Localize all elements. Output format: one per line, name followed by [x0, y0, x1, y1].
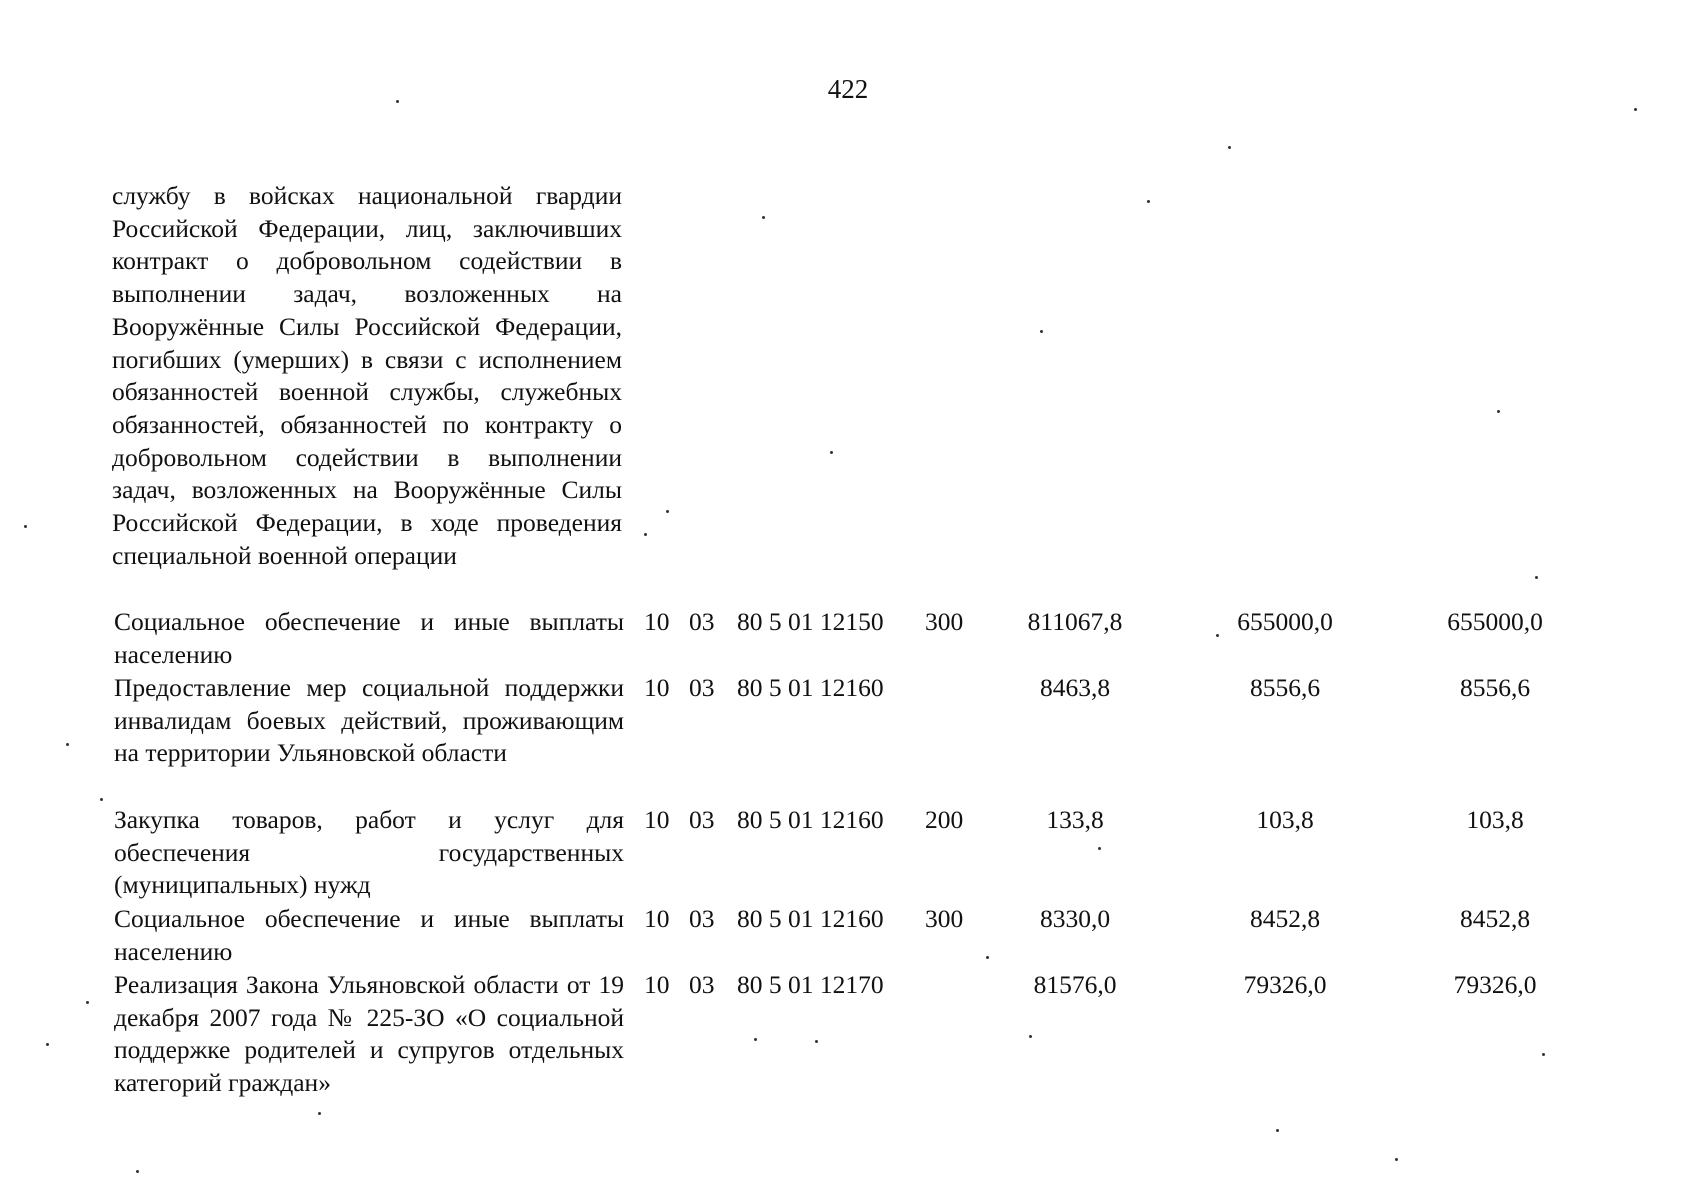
scan-speck — [136, 1170, 139, 1173]
scan-speck — [1228, 146, 1231, 149]
row-description: Закупка товаров, работ и услуг для обеспечения государственных (муниципальных) нужд — [114, 805, 624, 900]
row-section-code: 10 — [644, 904, 670, 933]
row-description: Реализация Закона Ульяновской области от 19 декабря 2007 года № 225-ЗО «О социальной поддержке родителей и супругов отдельных категорий граждан» — [114, 970, 624, 1098]
row-section-code: 10 — [644, 607, 670, 636]
row-amount-2: 8556,6 — [1249, 673, 1321, 702]
scan-speck — [666, 510, 669, 513]
row-subsection-code: 03 — [689, 673, 715, 702]
row-amount-1: 133,8 — [1046, 805, 1104, 834]
scan-speck — [1634, 108, 1637, 111]
row-description: Предоставление мер социальной поддержки инвалидам боевых действий, проживающим на территории Ульяновской области — [114, 673, 624, 768]
row-target-article-code: 80 5 01 12160 — [737, 904, 884, 933]
scan-speck — [1040, 330, 1043, 333]
scan-speck — [1147, 200, 1150, 203]
row-amount-3: 79326,0 — [1453, 970, 1537, 999]
row-expense-type-code: 300 — [925, 904, 964, 933]
row-amount-2: 8452,8 — [1249, 904, 1321, 933]
row-subsection-code: 03 — [689, 805, 715, 834]
scan-speck — [1216, 634, 1219, 637]
row-amount-1: 81576,0 — [1033, 970, 1117, 999]
row-description: Социальное обеспечение и иные выплаты населению — [114, 904, 624, 966]
row-amount-3: 655000,0 — [1447, 607, 1543, 636]
row-amount-3: 8556,6 — [1459, 673, 1531, 702]
row-amount-3: 103,8 — [1466, 805, 1524, 834]
row-target-article-code: 80 5 01 12170 — [737, 970, 884, 999]
scan-speck — [46, 1043, 49, 1046]
row-target-article-code: 80 5 01 12150 — [737, 607, 884, 636]
scan-speck — [1395, 1158, 1398, 1161]
scan-speck — [396, 100, 399, 103]
row-description: Социальное обеспечение и иные выплаты населению — [114, 607, 624, 669]
scan-speck — [100, 798, 103, 801]
scan-speck — [86, 1001, 89, 1004]
intro-text-continuation: службу в войсках национальной гвардии Российской Федерации, лиц, заключивших контракт о добровольном содействии в выполнении задач, возложенных на Вооружённые Силы Российской Федерации, погибших (умерших) в связи с исполнением обязанностей военной службы, служебных обязанностей, обязанностей по контракту о добровольном содействии в выполнении задач, возложенных на Вооружённые Силы Российской Федерации, в ходе проведения специальной военной операции — [112, 181, 622, 570]
scan-speck — [1276, 1129, 1279, 1132]
row-amount-3: 8452,8 — [1459, 904, 1531, 933]
scan-speck — [1497, 410, 1500, 413]
row-amount-1: 8463,8 — [1039, 673, 1111, 702]
row-section-code: 10 — [644, 970, 670, 999]
scan-speck — [66, 743, 69, 746]
row-section-code: 10 — [644, 805, 670, 834]
scan-speck — [644, 533, 647, 536]
row-amount-2: 103,8 — [1256, 805, 1314, 834]
row-subsection-code: 03 — [689, 607, 715, 636]
row-expense-type-code: 300 — [925, 607, 964, 636]
page-number: 422 — [827, 74, 869, 104]
row-section-code: 10 — [644, 673, 670, 702]
row-expense-type-code: 200 — [925, 805, 964, 834]
scan-speck — [1535, 576, 1538, 579]
scan-speck — [318, 1112, 321, 1115]
scan-speck — [1542, 1053, 1545, 1056]
row-amount-2: 79326,0 — [1243, 970, 1327, 999]
row-subsection-code: 03 — [689, 970, 715, 999]
scan-speck — [986, 956, 989, 959]
scan-speck — [1098, 847, 1101, 850]
row-amount-1: 811067,8 — [1027, 607, 1123, 636]
row-target-article-code: 80 5 01 12160 — [737, 673, 884, 702]
row-target-article-code: 80 5 01 12160 — [737, 805, 884, 834]
scan-speck — [762, 216, 765, 219]
row-subsection-code: 03 — [689, 904, 715, 933]
scan-speck — [815, 1040, 818, 1043]
scan-speck — [24, 525, 27, 528]
row-amount-1: 8330,0 — [1039, 904, 1111, 933]
scan-speck — [1029, 1035, 1032, 1038]
row-amount-2: 655000,0 — [1237, 607, 1333, 636]
scan-speck — [754, 1038, 757, 1041]
scan-speck — [830, 451, 833, 454]
